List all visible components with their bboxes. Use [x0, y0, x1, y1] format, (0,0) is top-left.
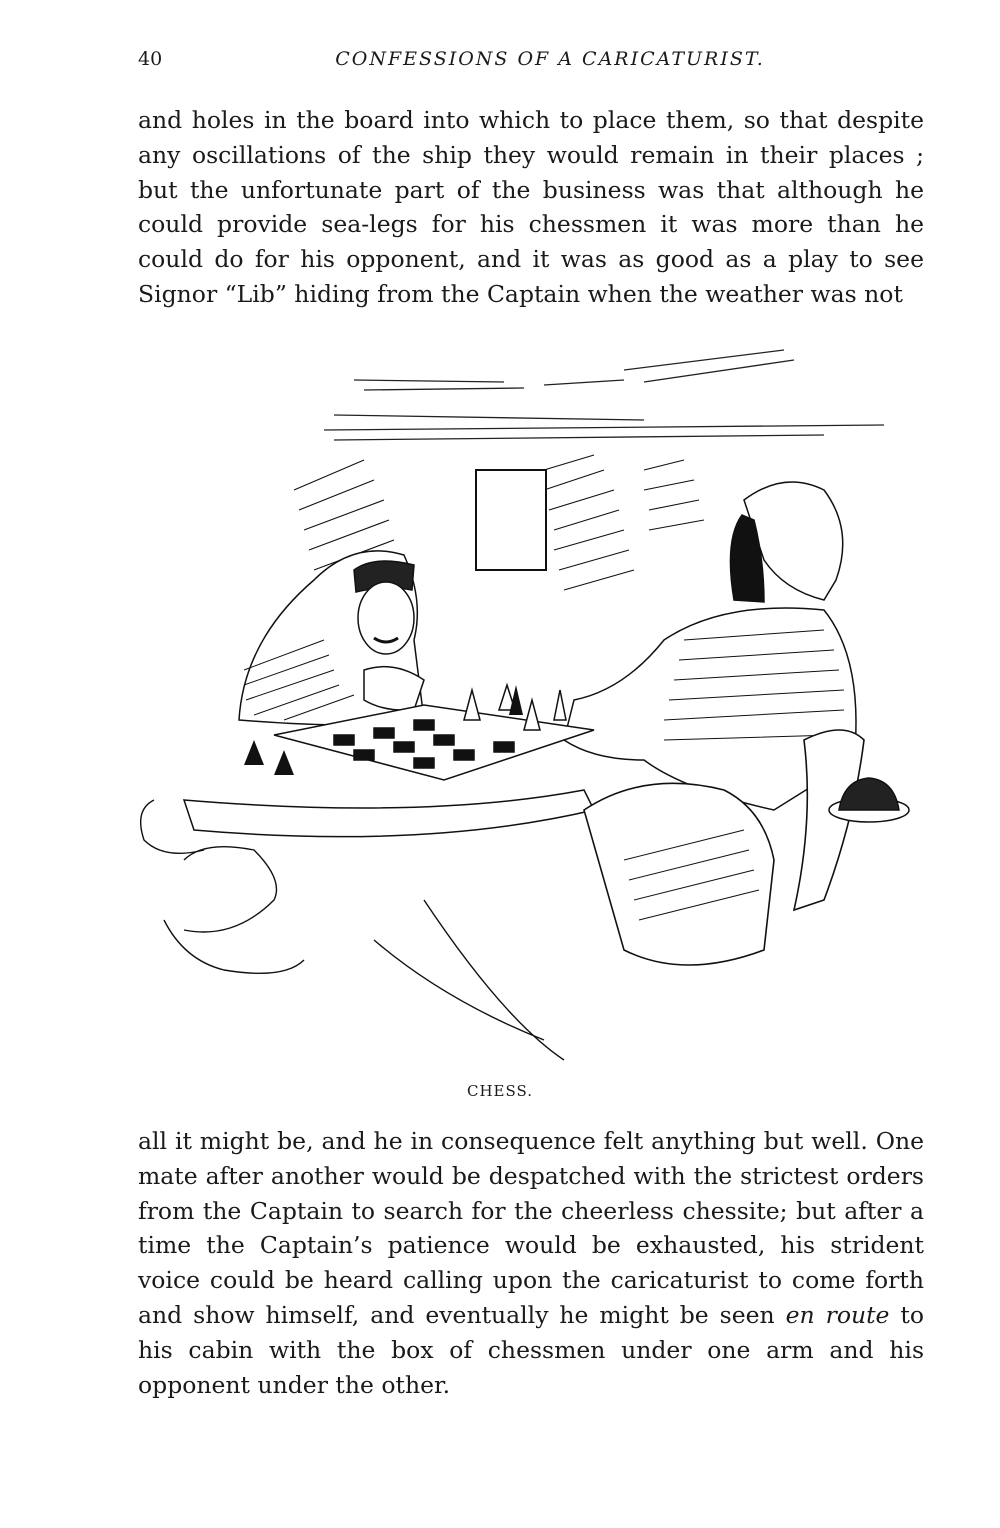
page-header	[138, 48, 922, 78]
page-number: 40	[138, 48, 163, 70]
illustration-caption: CHESS.	[466, 1082, 534, 1100]
paragraph-bottom	[138, 1124, 924, 1402]
paragraph-bottom-part1: all it might be, and he in consequence felt anything but well. One mate after another would be despatched with the strictest orders from the Captain to search for the cheerless chessite; but after a time the Captain’s patience would be exhausted, his strident voice could be heard calling upon the caricaturist to come forth and show himself, and eventually he might be seen	[138, 1127, 924, 1329]
running-title: CONFESSIONS OF A CARICATURIST.	[335, 48, 765, 70]
italic-phrase: en route	[785, 1300, 890, 1329]
chess-illustration	[124, 340, 924, 1065]
paragraph-bottom-part2: to his cabin with the box of chessmen under one arm and his opponent under the other.	[138, 1300, 925, 1399]
paragraph-top: and holes in the board into which to place them, so that despite any oscillations of the ship they would remain in their places ; but the unfortunate part of the business was that although he could provide sea-legs for his chessmen it was more than he could do for his opponent, and it was as good as a play to see Signor “Lib” hiding from the Captain when the weather was not	[138, 106, 924, 308]
